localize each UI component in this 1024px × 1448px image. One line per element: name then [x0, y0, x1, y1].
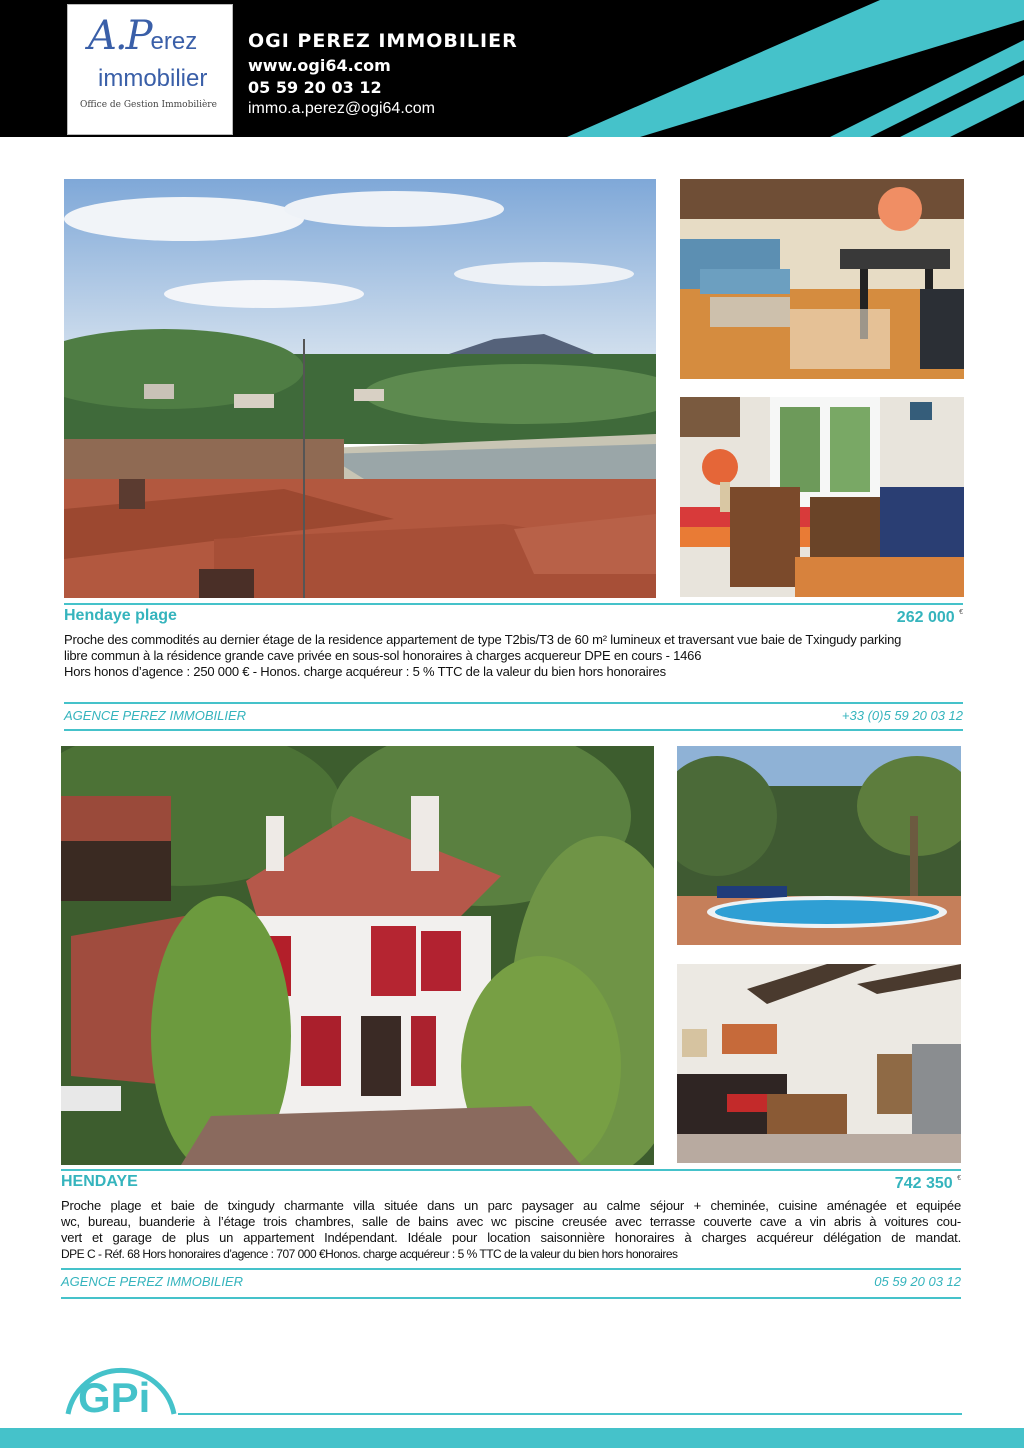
- listing-1-top-divider: [64, 603, 963, 605]
- footer-band: [0, 1428, 1024, 1448]
- listing-1-description-line: Proche des commodités au dernier étage de la residence appartement de type T2bis/T3 de 60 m² lumineux et traversant vue baie de Txingudy parking: [64, 632, 902, 647]
- agency-logo: [67, 4, 233, 135]
- listing-1-agency: AGENCE PEREZ IMMOBILIER: [64, 708, 247, 723]
- listing-2-contact-phone[interactable]: 05 59 20 03 12: [874, 1274, 961, 1289]
- listing-2-description-line: wc, bureau, buanderie à l’étage trois chambres, salle de bains avec wc piscine creusée avec terrasse couverte cave a vin abris à voitures cou-: [61, 1214, 961, 1229]
- listing-2-lounge-photo: [677, 964, 961, 1163]
- footer-divider: [178, 1413, 962, 1415]
- page-header: [0, 0, 1024, 137]
- gpi-logo-text: GPi: [78, 1374, 151, 1418]
- listing-2-pool-photo: [677, 746, 961, 945]
- agency-phone[interactable]: 05 59 20 03 12: [248, 78, 382, 97]
- listing-2-middle-divider: [61, 1268, 961, 1270]
- listing-1-title[interactable]: Hendaye plage: [64, 607, 177, 624]
- listing-1-dining-room-photo: [680, 397, 964, 597]
- listing-2-price: 742 350 €: [894, 1175, 961, 1192]
- agency-website[interactable]: www.ogi64.com: [248, 56, 391, 75]
- listing-2-title[interactable]: HENDAYE: [61, 1173, 138, 1190]
- listing-1-price: 262 000 €: [896, 609, 963, 626]
- listing-2-description-line: Proche plage et baie de txingudy charmante villa située dans un parc paysager au calme séjour + cheminée, cuisine aménagée et equipée: [61, 1198, 961, 1213]
- listing-1-main-photo: [64, 179, 656, 598]
- listing-2-description: [61, 1198, 961, 1262]
- listing-2-main-photo: [61, 746, 654, 1165]
- gpi-logo: [62, 1352, 180, 1418]
- agency-contact-block: [248, 30, 518, 118]
- listing-1-description: [64, 632, 964, 680]
- listing-1-description-line: Hors honos d’agence : 250 000 € - Honos. charge acquéreur : 5 % TTC de la valeur du bien hors honoraires: [64, 664, 666, 679]
- listing-1-contact-phone[interactable]: +33 (0)5 59 20 03 12: [841, 708, 963, 723]
- listing-1-living-room-photo: [680, 179, 964, 379]
- listing-1-middle-divider: [64, 702, 963, 704]
- logo-word: immobilier: [98, 65, 208, 92]
- logo-subtitle: Office de Gestion Immobilière: [80, 100, 217, 110]
- listing-2-agency: AGENCE PEREZ IMMOBILIER: [61, 1274, 244, 1289]
- listing-2-description-line: DPE C - Réf. 68 Hors honoraires d’agence : 707 000 €Honos. charge acquéreur : 5 % TTC de la valeur du bien hors honoraires: [61, 1247, 678, 1261]
- listing-1-description-line: libre commun à la résidence grande cave privée en sous-sol honoraires à charges acquereur DPE en cours - 1466: [64, 648, 702, 663]
- listing-2-description-line: vert et garage de plus un appartement Indépendant. Idéale pour location saisonnière honoraires à charges acquéreur délégation de mandat.: [61, 1230, 961, 1245]
- logo-initials: A.Perez: [88, 13, 198, 59]
- agency-email[interactable]: immo.a.perez@ogi64.com: [248, 100, 435, 117]
- listing-2-bottom-divider: [61, 1297, 961, 1299]
- listing-1-bottom-divider: [64, 729, 963, 731]
- listing-2-top-divider: [61, 1169, 961, 1171]
- agency-name: OGI PEREZ IMMOBILIER: [248, 30, 518, 52]
